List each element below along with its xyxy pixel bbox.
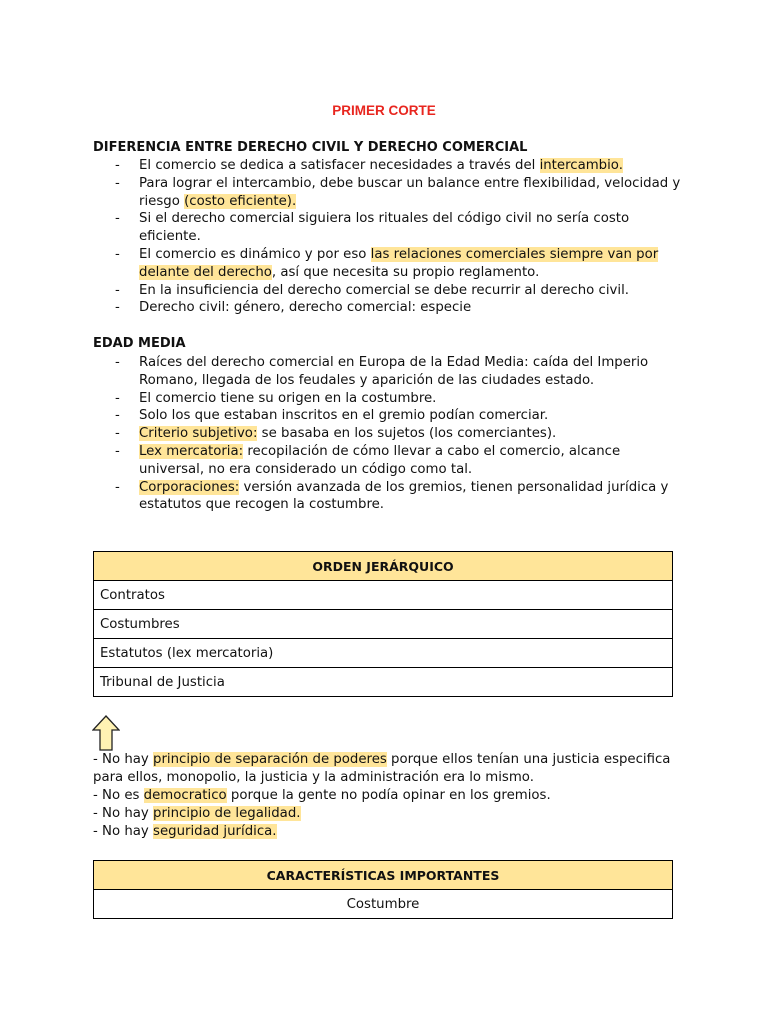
table-row: Costumbre bbox=[94, 890, 673, 919]
page-title: PRIMER CORTE bbox=[332, 103, 436, 118]
up-arrow-icon bbox=[92, 715, 120, 751]
list-item: - Solo los que estaban inscritos en el gremio podían comerciar. bbox=[115, 408, 549, 424]
notes-paragraph: - No hay principio de separación de poderes porque ellos tenían una justicia especifica para ellos, monopolio, la justicia y la administración era lo mismo. - No es democratico porque la gente no podía opinar en los gremios. - No hay principio de legalidad. - No hay seguridad jurídica. bbox=[93, 752, 671, 839]
list-item: - El comercio se dedica a satisfacer necesidades a través del intercambio. bbox=[115, 158, 623, 173]
list-item: - Para lograr el intercambio, debe buscar un balance entre flexibilidad, velocidad y riesgo (costo eficiente). bbox=[115, 175, 681, 209]
section-heading-edad-media: EDAD MEDIA bbox=[93, 336, 186, 351]
list-item: - Raíces del derecho comercial en Europa de la Edad Media: caída del Imperio Romano, llegada de los feudales y aparición de las ciudades estado. bbox=[115, 355, 649, 388]
orden-jerarquico-table bbox=[93, 551, 673, 697]
list-item: - Si el derecho comercial siguiera los rituales del código civil no sería costo eficiente. bbox=[115, 211, 630, 245]
list-item: - En la insuficiencia del derecho comercial se debe recurrir al derecho civil. bbox=[115, 282, 630, 298]
section-heading-derecho: DIFERENCIA ENTRE DERECHO CIVIL Y DERECHO COMERCIAL bbox=[93, 140, 528, 155]
list-item: - El comercio es dinámico y por eso las relaciones comerciales siempre van por delante del derecho, así que necesita su propio reglamento. bbox=[115, 246, 659, 280]
table-row: Contratos bbox=[94, 581, 673, 610]
list-item: - Derecho civil: género, derecho comercial: especie bbox=[115, 300, 472, 316]
list-item: - Criterio subjetivo: se basaba en los sujetos (los comerciantes). bbox=[115, 426, 557, 442]
list-item: - El comercio tiene su origen en la costumbre. bbox=[115, 390, 437, 406]
table-header: CARACTERÍSTICAS IMPORTANTES bbox=[94, 861, 673, 890]
list-derecho bbox=[93, 157, 683, 317]
table-row: Costumbres bbox=[94, 610, 673, 639]
list-item: - Lex mercatoria: recopilación de cómo llevar a cabo el comercio, alcance universal, no era considerado un código como tal. bbox=[115, 443, 621, 477]
caracteristicas-table bbox=[93, 860, 673, 919]
table-row: Tribunal de Justicia bbox=[94, 668, 673, 697]
table-row: Estatutos (lex mercatoria) bbox=[94, 639, 673, 668]
list-item: - Corporaciones: versión avanzada de los gremios, tienen personalidad jurídica y estatutos que recogen la costumbre. bbox=[115, 479, 669, 513]
list-edad-media bbox=[93, 354, 683, 514]
table-header: ORDEN JERÁRQUICO bbox=[94, 552, 673, 581]
